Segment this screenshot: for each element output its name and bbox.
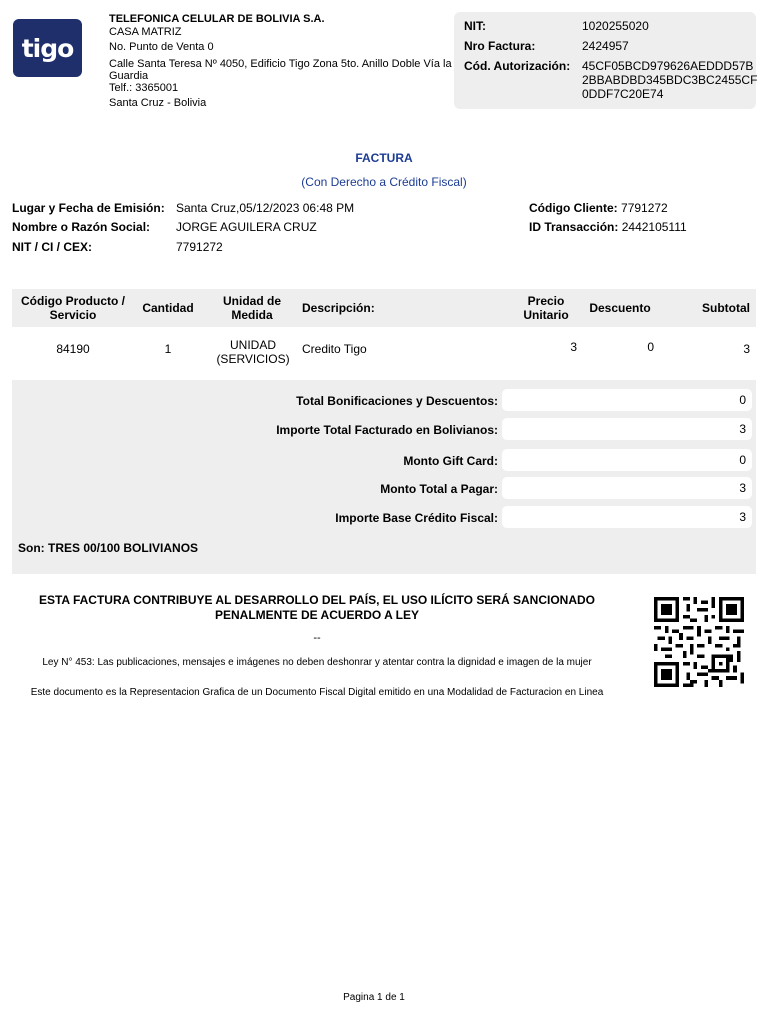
items-table-header	[12, 289, 756, 327]
invoice-number-value: 2424957	[582, 39, 629, 53]
header-subtotal: Subtotal	[702, 301, 750, 315]
header-description: Descripción:	[302, 301, 375, 315]
info-name-label: Nombre o Razón Social:	[12, 220, 151, 234]
total-to-pay-label: Monto Total a Pagar:	[380, 482, 498, 496]
total-discounts-value: 0	[502, 389, 752, 411]
row-quantity: 1	[164, 342, 172, 356]
gift-card-label: Monto Gift Card:	[403, 454, 498, 468]
document-title: FACTURA	[355, 151, 413, 165]
totals-panel	[12, 380, 756, 574]
authorization-label: Cód. Autorización:	[464, 59, 571, 73]
total-billed-label: Importe Total Facturado en Bolivianos:	[276, 423, 498, 437]
transaction-value: 2442105111	[621, 220, 687, 234]
row-unit-price: 3	[570, 340, 577, 354]
total-to-pay-value: 3	[502, 477, 752, 499]
nit-value: 1020255020	[582, 19, 649, 33]
digital-representation-notice: Este documento es la Representacion Grafica de un Documento Fiscal Digital emitido en una Modalidad de Facturacion en Linea	[30, 687, 604, 698]
company-name: TELEFONICA CELULAR DE BOLIVIA S.A.	[109, 13, 325, 25]
company-info	[109, 13, 457, 110]
law-453-notice: Ley N° 453: Las publicaciones, mensajes e imágenes no deben deshonrar y atentar contra la dignidad e imagen de la mujer	[42, 657, 592, 668]
info-id-value: 7791272	[176, 240, 223, 254]
total-discounts-label: Total Bonificaciones y Descuentos:	[296, 394, 498, 408]
point-of-sale: No. Punto de Venta 0	[109, 41, 214, 53]
company-address: Calle Santa Teresa Nº 4050, Edificio Tigo Zona 5to. Anillo Doble Vía la Guardia	[109, 58, 452, 82]
header-unit-price: Precio Unitario	[523, 294, 569, 322]
header-code: Código Producto / Servicio	[21, 294, 125, 322]
company-branch: CASA MATRIZ	[109, 26, 182, 38]
gift-card-value: 0	[502, 449, 752, 471]
legal-legend: ESTA FACTURA CONTRIBUYE AL DESARROLLO DEL PAÍS, EL USO ILÍCITO SERÁ SANCIONADO PENALMENTE DE ACUERDO A LEY	[38, 593, 596, 622]
logo-text: tigo	[21, 33, 74, 63]
amount-in-words: Son: TRES 00/100 BOLIVIANOS	[18, 541, 199, 555]
header-discount: Descuento	[589, 301, 651, 315]
row-unit: UNIDAD (SERVICIOS)	[216, 338, 290, 366]
qr-code	[654, 596, 744, 688]
authorization-code: 45CF05BCD979626AEDDD57B2BBABDBD345BDC3BC2455CF0DDF7C20E74	[582, 59, 758, 101]
company-city: Santa Cruz - Bolivia	[109, 97, 207, 109]
row-description: Credito Tigo	[302, 342, 367, 356]
document-subtitle: (Con Derecho a Crédito Fiscal)	[301, 175, 467, 189]
client-code-value: 7791272	[621, 201, 668, 215]
header-quantity: Cantidad	[142, 301, 194, 315]
transaction-id	[529, 220, 687, 234]
info-id-label: NIT / CI / CEX:	[12, 240, 93, 254]
row-code: 84190	[56, 342, 90, 356]
row-discount: 0	[647, 340, 654, 354]
tax-base-value: 3	[502, 506, 752, 528]
info-place-date-label: Lugar y Fecha de Emisión:	[12, 201, 165, 215]
info-name-value: JORGE AGUILERA CRUZ	[176, 220, 317, 234]
client-code-label: Código Cliente:	[529, 201, 618, 215]
invoice-id-box	[454, 12, 756, 109]
total-billed-value: 3	[502, 418, 752, 440]
page-number: Pagina 1 de 1	[343, 992, 405, 1003]
tigo-logo	[13, 19, 82, 77]
info-place-date-value: Santa Cruz,05/12/2023 06:48 PM	[176, 201, 355, 215]
company-phone: Telf.: 3365001	[109, 82, 179, 94]
separator-dash: --	[313, 632, 321, 644]
row-subtotal: 3	[743, 342, 750, 356]
invoice-number-label: Nro Factura:	[464, 39, 536, 53]
header-unit: Unidad de Medida	[222, 294, 281, 322]
tax-base-label: Importe Base Crédito Fiscal:	[335, 511, 498, 525]
nit-label: NIT:	[464, 19, 486, 33]
transaction-label: ID Transacción:	[529, 220, 619, 234]
client-code	[529, 201, 668, 215]
